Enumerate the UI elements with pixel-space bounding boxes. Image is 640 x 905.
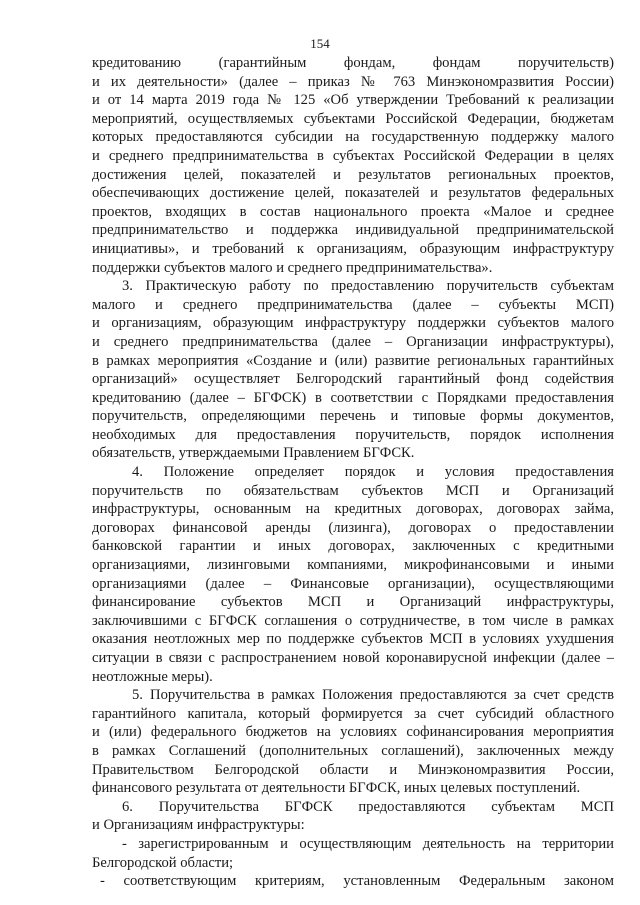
- text-line: Правительством Белгородской области и Минэкономразвития России,: [92, 761, 614, 778]
- text-line: банковской гарантии и иных договорах, заключенных с кредитными: [92, 538, 614, 555]
- paragraph-6: [92, 798, 614, 835]
- text-line: предпринимательство и поддержка индивидуальной предпринимательской: [92, 222, 614, 239]
- text-line: поддержки субъектов малого и среднего предпринимательства».: [92, 259, 493, 276]
- text-line: мероприятий, осуществляемых субъектами Российской Федерации, бюджетам: [92, 110, 614, 127]
- text-line: и от 14 марта 2019 года № 125 «Об утверждении Требований к реализации: [92, 92, 614, 109]
- text-line: инициативы», и требований к организациям, образующим инфраструктуру: [92, 240, 614, 257]
- paragraph-4: [92, 463, 614, 686]
- paragraph-3: [92, 277, 614, 463]
- text-line: проектов, входящих в состав национального проекта «Малое и среднее: [92, 203, 614, 220]
- text-line: финансового результата от деятельности БГФСК, иных целевых поступлений.: [92, 780, 581, 797]
- text-line: 3. Практическую работу по предоставлению поручительств субъектам: [122, 278, 614, 295]
- text-line: неотложные меры).: [92, 668, 213, 685]
- text-line: организаций» осуществляет Белгородский гарантийный фонд содействия: [92, 371, 614, 388]
- text-line: в рамках Соглашений (дополнительных соглашений), заключенных между: [92, 742, 614, 759]
- text-line: и их деятельности» (далее – приказ № 763 Минэкономразвития России): [92, 73, 614, 90]
- text-line: - соответствующим критериям, установленным Федеральным законом: [100, 873, 614, 890]
- text-line: малого и среднего предпринимательства (далее – субъекты МСП): [92, 296, 614, 313]
- text-line: гарантийного капитала, который формируется за счет субсидий областного: [92, 705, 614, 722]
- text-line: 4. Положение определяет порядок и условия предоставления: [132, 464, 614, 481]
- text-line: оказания неотложных мер по поддержке субъектов МСП в условиях ухудшения: [92, 631, 614, 648]
- text-line: поручительств по обязательствам субъектов МСП и Организаций: [92, 482, 614, 499]
- text-line: обеспечивающих достижение целей, показателей и результатов федеральных: [92, 185, 614, 202]
- text-line: и среднего предпринимательства в субъектах Российской Федерации в целях: [92, 147, 614, 164]
- text-line: ситуации в связи с распространением новой коронавирусной инфекции (далее –: [92, 650, 614, 666]
- text-line: 5. Поручительства в рамках Положения предоставляются за счет средств: [132, 687, 614, 704]
- list-item: [92, 835, 614, 872]
- text-line: кредитованию (далее – БГФСК) в соответствии с Порядками предоставления: [92, 389, 614, 406]
- paragraph-continuation: [92, 54, 614, 277]
- text-line: организациями, лизинговыми компаниями, микрофинансовыми и иными: [92, 557, 614, 574]
- text-line: кредитованию (гарантийным фондам, фондам поручительств): [92, 55, 614, 71]
- text-line: - зарегистрированным и осуществляющим деятельность на территории: [122, 835, 614, 852]
- text-line: и Организациям инфраструктуры:: [92, 817, 305, 834]
- text-line: необходимых для предоставления поручительств, порядок исполнения: [92, 426, 614, 443]
- text-line: обязательств, утверждаемыми Правлением БГФСК.: [92, 445, 415, 462]
- text-line: инфраструктуры, основанным на кредитных договорах, договорах займа,: [92, 501, 614, 518]
- document-body: [92, 54, 614, 891]
- paragraph-5: [92, 686, 614, 798]
- text-line: и (или) федерального бюджетов на условиях софинансирования мероприятия: [92, 724, 614, 741]
- text-line: и среднего предпринимательства (далее – Организации инфраструктуры),: [92, 333, 614, 350]
- text-line: организациями (далее – Финансовые организации), осуществляющими: [92, 575, 614, 592]
- text-line: договорах финансовой аренды (лизинга), договорах о предоставлении: [92, 519, 614, 536]
- text-line: поручительств, определяющими перечень и типовые формы документов,: [92, 408, 614, 425]
- text-line: заключившими с БГФСК соглашения о сотрудничестве, в том числе в рамках: [92, 612, 614, 629]
- text-line: которых предоставляются субсидии на государственную поддержку малого: [92, 129, 614, 146]
- text-line: Белгородской области;: [92, 854, 234, 871]
- page-number: 154: [310, 36, 330, 51]
- text-line: финансирование субъектов МСП и Организаций инфраструктуры,: [92, 594, 614, 611]
- list-item: [92, 872, 614, 891]
- text-line: и организациям, образующим инфраструктуру поддержки субъектов малого: [92, 315, 614, 332]
- text-line: достижения целей, показателей и результатов региональных проектов,: [92, 166, 614, 183]
- text-line: в рамках мероприятия «Создание и (или) развитие региональных гарантийных: [92, 352, 614, 369]
- text-line: 6. Поручительства БГФСК предоставляются субъектам МСП: [122, 798, 614, 815]
